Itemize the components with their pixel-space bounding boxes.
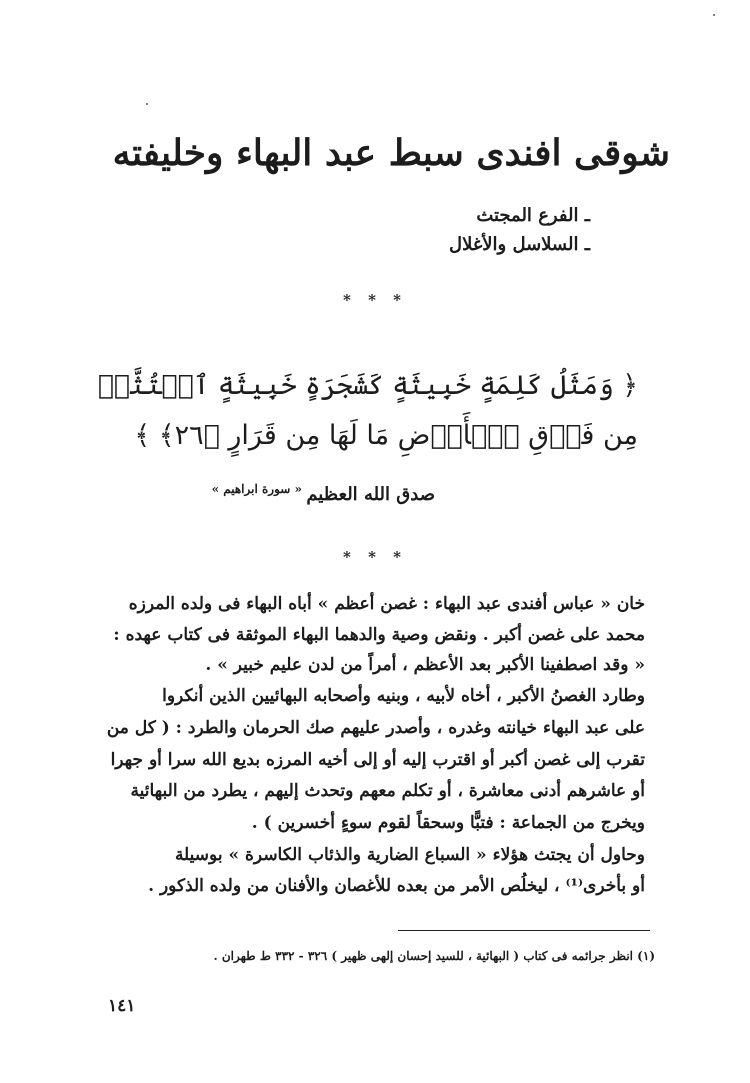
body-line: محمد على غصن أكبر . ونقض وصية والدهما البهاء الموثقة فى كتاب عهده : (113, 625, 645, 645)
body-line: « وقد اصطفينا الأكبر بعد الأعظم ، أمراً من لدن عليم خبير » . (205, 655, 645, 675)
body-line: ويخرج من الجماعة : فتبًّا وسحقاً لقوم سوءٍ أخسرين ) . (251, 813, 645, 833)
separator-stars: * * * (343, 291, 407, 309)
body-line: وحاول أن يجتث هؤلاء « السباع الضارية والذئاب الكاسرة » بوسيلة (174, 845, 645, 865)
page-title: شوقى افندى سبط عبد البهاء وخليفته (112, 132, 670, 174)
body-line: خان « عباس أفندى عبد البهاء : غصن أعظم » أباه البهاء فى ولده المرزه (128, 594, 645, 614)
body-line: أو بأخرى⁽¹⁾ ، ليخلُص الأمر من بعده للأغصان والأفنان من ولده الذكور . (148, 876, 645, 896)
subheading-2: ـ السلاسل والأغلال (449, 234, 590, 255)
separator-stars-2: * * * (343, 548, 407, 566)
surah-reference: « سورة ابراهيم » (211, 482, 302, 496)
footnote: (١) انظر جرائمه فى كتاب ( البهائية ، للسيد إحسان إلهى ظهير ) ٣٢٦ - ٣٣٢ ط طهران . (213, 949, 655, 963)
body-line: أو عاشرهم أدنى معاشرة ، أو تكلم معهم وتحدث إليهم ، يطرد من البهائية (130, 781, 645, 801)
body-line: تقرب إلى غصن أكبر أو اقترب إليه أو إلى أخيه المرزه بديع الله سرا أو جهرا (110, 750, 645, 770)
scan-speck (146, 103, 148, 105)
scan-speck (713, 14, 715, 16)
page-number: ١٤١ (108, 996, 136, 1016)
footnote-rule (398, 930, 650, 931)
verse-attribution: صدق الله العظيم (306, 484, 435, 505)
subheading-1: ـ الفرع المجتث (476, 205, 590, 226)
quran-verse-line-1: ﴿ وَمَثَلُ كَلِمَةٍ خَبِيثَةٍ كَشَجَرَةٍ خَبِيثَةٍ ٱجۡتُثَّتۡ (97, 370, 638, 401)
quran-verse-line-2: مِن فَوۡقِ ٱلۡأَرۡضِ مَا لَهَا مِن قَرَارٍ ﴿٢٦﴾ ﴾ (134, 420, 638, 451)
body-line: وطارد الغصنُ الأكبر ، أخاه لأبيه ، وبنيه وأصحابه البهائيين الذين أنكروا (162, 686, 645, 706)
body-line: على عبد البهاء خيانته وغدره ، وأصدر عليهم صك الحرمان والطرد : ( كل من (106, 718, 645, 738)
